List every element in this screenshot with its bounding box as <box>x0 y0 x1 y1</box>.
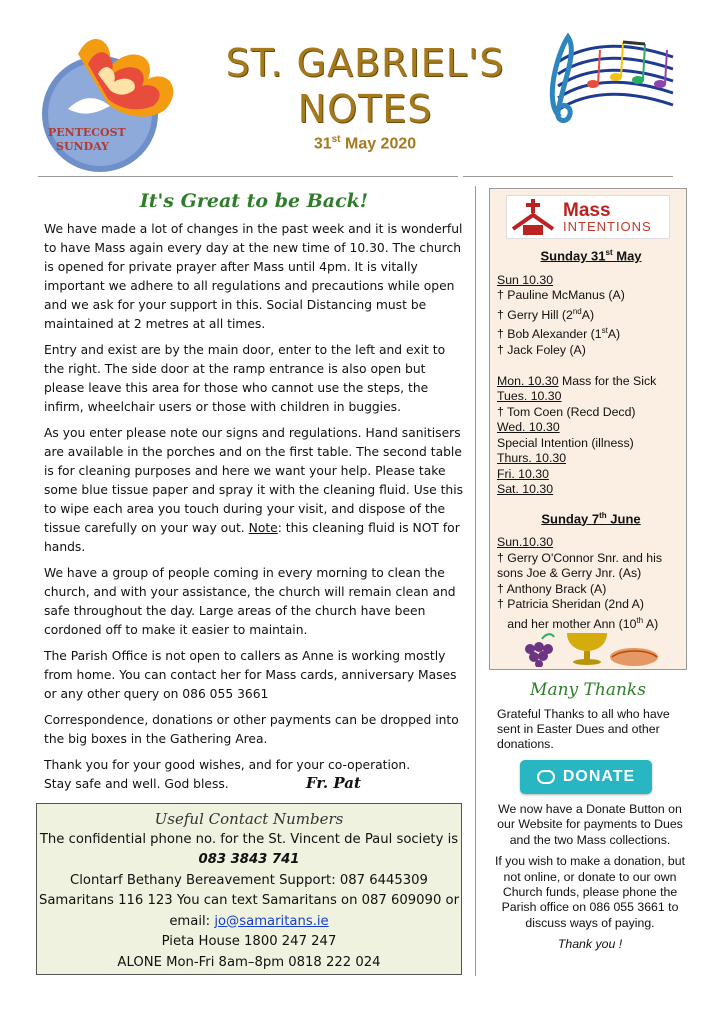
mon-text: Mass for the Sick <box>558 373 657 388</box>
svp-line <box>37 830 461 871</box>
article-paragraph: The Parish Office is not open to callers as Anne is working mostly from home. You can contact her for Mass cards, anniversary Mases or any other query on 086 055 3661 <box>44 649 457 701</box>
mass-intentions-panel <box>489 188 687 670</box>
samaritans-email-link[interactable]: jo@samaritans.ie <box>214 913 329 929</box>
donate-button[interactable] <box>520 760 652 794</box>
many-thanks-heading: Many Thanks <box>530 680 646 700</box>
intentions-logo-word: INTENTIONS <box>563 219 652 234</box>
article-paragraph: We have a group of people coming in every morning to clean the church, and with your assistance, the church will remain clean and safe throughout the day. Large areas of the church have been cordoned off to make it easier to maintain. <box>44 566 456 637</box>
closing-text: Stay safe and well. God bless. <box>44 777 229 791</box>
closing-row <box>44 775 464 794</box>
donate-label: DONATE <box>562 768 636 785</box>
title-line-1: ST. GABRIEL'S <box>225 41 505 85</box>
mass-intentions-logo <box>506 195 670 239</box>
intention-item: † Gerry Hill (2ndA) <box>497 306 595 322</box>
signs-text: As you enter please note our signs and regulations. Hand sanitisers are available in the porches and on the first table. The second table is for cleaning purposes and here we want your help. Please take some blue tissue paper and spray it with the cleaning fluid. Use this to wipe each area you touch during your visit, and dispose of the tissue carefully on your way out. <box>44 426 464 535</box>
main-article <box>44 188 464 794</box>
intention-item: † Bob Alexander (1stA) <box>497 326 621 342</box>
note-label: Note <box>248 521 278 535</box>
many-thanks-text: Grateful Thanks to all who have sent in Easter Dues and other donations. <box>497 707 670 751</box>
logo-text-pentecost: PENTECOST <box>48 126 126 139</box>
divider-right <box>463 176 673 177</box>
contacts-heading: Useful Contact Numbers <box>154 810 344 828</box>
sunday-7-heading: Sunday 7th June <box>541 510 641 526</box>
column-divider <box>475 186 476 976</box>
issue-date <box>200 134 530 153</box>
article-paragraph: Entry and exist are by the main door, enter to the left and exit to the right. The side door at the ramp entrance is also open but please leave this area for those who cannot use the steps, the infirm, wheelchair users or those with children in buggies. <box>44 343 446 414</box>
intention-item: † Jack Foley (A) <box>497 343 586 358</box>
signature: Fr. Pat <box>306 774 361 792</box>
thank-you-text: Thank you ! <box>557 937 623 952</box>
donate-paragraph: We now have a Donate Button on our Website for payments to Dues and the two Mass collections. <box>497 802 683 847</box>
wed-time: Wed. 10.30 <box>497 420 560 435</box>
samaritans-text: Samaritans 116 123 You can text Samaritans on 087 609090 or email: <box>38 893 460 929</box>
samaritans-line <box>37 891 461 932</box>
sunday-31-heading: Sunday 31st May <box>540 248 642 264</box>
article-paragraph-signs <box>44 424 464 557</box>
pentecost-sunday-logo <box>38 14 188 174</box>
page-title <box>200 40 530 132</box>
bread-wine-grapes-image <box>512 627 662 667</box>
mass-logo-word: Mass <box>563 200 611 221</box>
svp-text: The confidential phone no. for the St. Vincent de Paul society is <box>39 831 459 847</box>
church-cross-icon <box>509 197 561 239</box>
donate-info <box>490 802 690 959</box>
signs-text-end: : this cleaning fluid is NOT for hands. <box>44 521 460 554</box>
sat-time: Sat. 10.30 <box>497 482 554 497</box>
sun-time: Sun 10.30 <box>497 272 554 287</box>
useful-contacts-box <box>36 803 462 975</box>
article-paragraph: We have made a lot of changes in the past week and it is wonderful to have Mass again every day at the new time of 10.30. The church is opened for private prayer after Mass until 4pm. It is vitally important we adhere to all regulations and precautions while open and we ask for your support in this. Social Distancing must be maintained at 2 metres at all times. <box>44 222 463 331</box>
alone-line: ALONE Mon-Fri 8am–8pm 0818 222 024 <box>117 954 381 970</box>
intention-item: † Patricia Sheridan (2nd A) <box>497 597 644 612</box>
logo-text-sunday: SUNDAY <box>56 140 109 153</box>
music-notes-logo <box>538 22 678 132</box>
svp-number: 083 3843 741 <box>198 852 300 867</box>
date-rest: May 2020 <box>344 135 417 153</box>
pieta-line: Pieta House 1800 247 247 <box>161 934 337 949</box>
intention-item: † Anthony Brack (A) <box>497 581 607 596</box>
tues-text: † Tom Coen (Recd Decd) <box>497 404 636 419</box>
date-suffix: st <box>331 134 341 145</box>
title-line-2: NOTES <box>297 87 433 131</box>
thurs-time: Thurs. 10.30 <box>497 451 567 466</box>
article-paragraph: Correspondence, donations or other payments can be dropped into the big boxes in the Gathering Area. <box>44 713 459 746</box>
date-day: 31 <box>313 135 332 153</box>
divider-left <box>38 176 458 177</box>
donate-icon <box>537 770 555 784</box>
mass-schedule <box>497 245 685 632</box>
sun2-time: Sun.10.30 <box>497 535 554 550</box>
donate-paragraph: If you wish to make a donation, but not online, or donate to our own Church funds, please phone the Parish office on 086 055 3661 to discuss ways of paying. <box>494 854 686 930</box>
mon-time: Mon. 10.30 <box>497 373 559 388</box>
fri-time: Fri. 10.30 <box>497 466 549 481</box>
mon-row <box>497 374 685 390</box>
article-paragraph: Thank you for your good wishes, and for your co-operation. <box>44 758 411 772</box>
wed-text: Special Intention (illness) <box>497 435 634 450</box>
article-heading: It's Great to be Back! <box>139 190 369 212</box>
intention-item: and her mother Ann (10th A) <box>497 615 659 631</box>
intention-item: † Pauline McManus (A) <box>497 288 625 303</box>
bethany-line: Clontarf Bethany Bereavement Support: 087 6445309 <box>70 872 428 888</box>
tues-time: Tues. 10.30 <box>497 389 562 404</box>
intention-item: † Gerry O'Connor Snr. and his sons Joe & Gerry Jnr. (As) <box>497 550 663 581</box>
